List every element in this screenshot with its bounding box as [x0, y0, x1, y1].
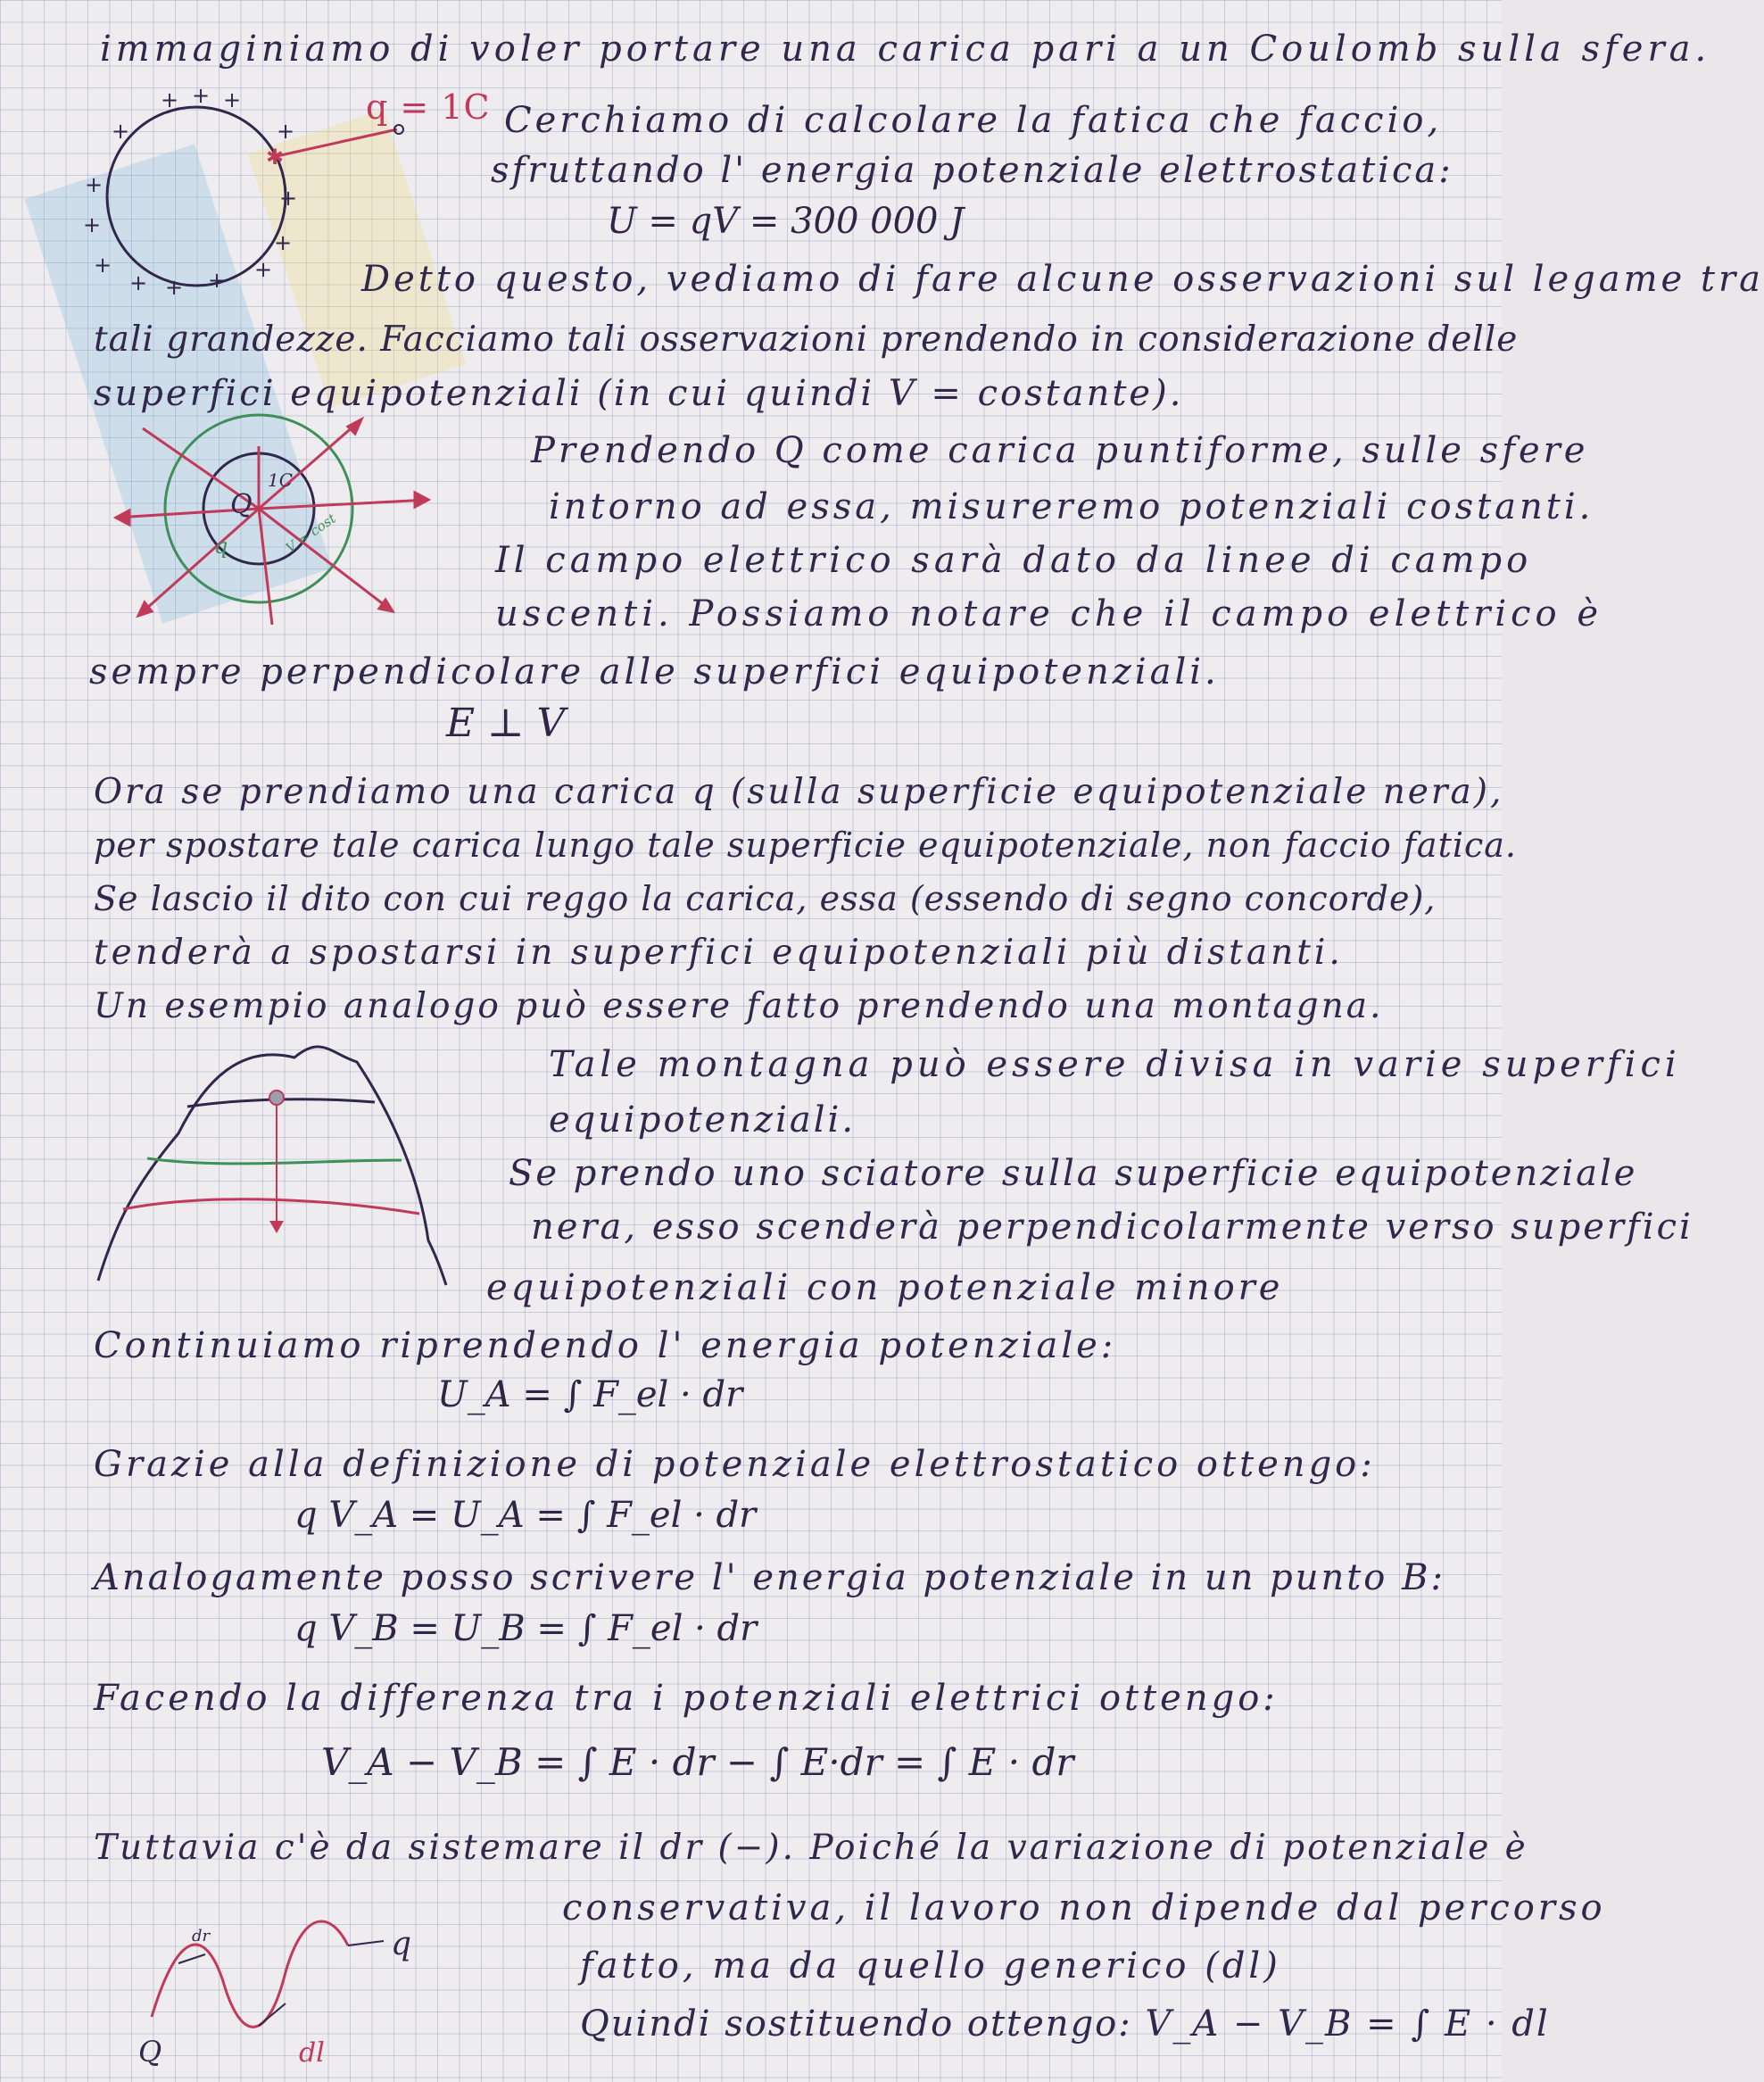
diagram-label-1c: 1C	[268, 469, 294, 491]
svg-text:+: +	[161, 87, 179, 112]
mountain-outline	[98, 1047, 446, 1285]
text-line-10: uscenti. Possiamo notare che il campo elettrico è	[495, 593, 1603, 635]
equation-qva: q V_A = U_A = ∫ F_el · dr	[294, 1495, 757, 1536]
text-line-12: Ora se prendiamo una carica q (sulla superficie equipotenziale nera),	[94, 772, 1504, 812]
text-line-19: Se prendo uno sciatore sulla superficie equipotenziale	[509, 1153, 1638, 1194]
equation-qvb: q V_B = U_B = ∫ F_el · dr	[294, 1608, 758, 1649]
text-line-8: intorno ad essa, misureremo potenziali costanti.	[549, 486, 1594, 527]
mountain-diagram	[89, 1026, 464, 1294]
text-line-18: equipotenziali.	[549, 1099, 857, 1141]
equipotential-diagram	[98, 411, 455, 625]
path-label-dr: dr	[192, 1927, 211, 1945]
path-label-q-small: q	[391, 1926, 412, 1962]
text-line-24: Analogamente posso scrivere l' energia potenziale in un punto B:	[94, 1557, 1445, 1598]
text-line-20: nera, esso scenderà perpendicolarmente verso superfici	[531, 1207, 1694, 1248]
charge-path-line	[277, 129, 397, 156]
wavy-path	[152, 1921, 348, 2027]
text-line-2: Cerchiamo di calcolare la fatica che faccio,	[504, 100, 1443, 141]
equation-ua-integral: U_A = ∫ F_el · dr	[437, 1374, 743, 1415]
text-line-5: tali grandezze. Facciamo tali osservazioni prendendo in considerazione delle	[94, 319, 1519, 360]
skier-arrowhead	[269, 1221, 284, 1233]
text-line-21: equipotenziali con potenziale minore	[486, 1267, 1284, 1308]
text-line-17: Tale montagna può essere divisa in varie superfici	[549, 1044, 1681, 1085]
svg-text:+: +	[192, 83, 211, 108]
text-line-3: sfruttando l' energia potenziale elettrostatica:	[491, 150, 1453, 191]
text-line-25: Facendo la differenza tra i potenziali elettrici ottengo:	[94, 1678, 1279, 1719]
svg-text:+: +	[223, 87, 242, 112]
text-line-16: Un esempio analogo può essere fatto prendendo una montagna.	[94, 986, 1384, 1026]
svg-text:+: +	[112, 119, 130, 144]
diagram-label-q-small: q	[214, 534, 228, 559]
svg-text:+: +	[94, 253, 112, 278]
text-line-15: tenderà a spostarsi in superfici equipotenziali più distanti.	[94, 933, 1344, 973]
diagram-label-q-big: Q	[230, 489, 253, 520]
path-label-dl: dl	[299, 2037, 325, 2069]
text-line-4: Detto questo, vediamo di fare alcune osservazioni sul legame tra	[361, 259, 1764, 300]
green-contour	[147, 1158, 402, 1164]
diagram-label-cost: V = cost	[282, 510, 339, 557]
text-line-13: per spostare tale carica lungo tale superficie equipotenziale, non faccio fatica.	[94, 825, 1518, 865]
svg-text:+: +	[208, 268, 227, 293]
svg-text:+: +	[165, 275, 184, 300]
equation-perpendicular: E ⊥ V	[446, 701, 566, 746]
text-line-1: immaginiamo di voler portare una carica pari a un Coulomb sulla sfera.	[100, 29, 1711, 70]
text-line-28: fatto, ma da quello generico (dl)	[580, 1945, 1281, 1987]
charge-star: ✱	[266, 145, 285, 170]
text-line-29: Quindi sostituendo ottengo: V_A − V_B = ∫ E · dl	[580, 2003, 1550, 2045]
equation-energy: U = qV = 300 000 J	[607, 201, 965, 242]
text-line-6: superfici equipotenziali (in cui quindi V = costante).	[94, 373, 1184, 414]
svg-text:+: +	[129, 270, 148, 295]
text-line-23: Grazie alla definizione di potenziale elettrostatico ottengo:	[94, 1444, 1376, 1485]
svg-text:+: +	[274, 230, 293, 255]
path-label-q-big: Q	[138, 2035, 162, 2069]
skier-dot	[269, 1091, 284, 1105]
svg-text:+: +	[85, 172, 104, 197]
text-line-11: sempre perpendicolare alle superfici equipotenziali.	[89, 651, 1220, 693]
text-line-26: Tuttavia c'è da sistemare il dr (−). Poiché la variazione di potenziale è	[94, 1828, 1528, 1868]
svg-text:+: +	[83, 212, 102, 237]
svg-text:+: +	[279, 186, 298, 211]
text-line-7: Prendendo Q come carica puntiforme, sulle sfere	[531, 430, 1589, 471]
text-line-27: conservativa, il lavoro non dipende dal percorso	[562, 1887, 1606, 1929]
text-line-9: Il campo elettrico sarà dato da linee di campo	[495, 540, 1533, 581]
text-line-14: Se lascio il dito con cui reggo la carica, essa (essendo di segno concorde),	[94, 879, 1437, 918]
plus-signs	[83, 83, 297, 300]
charge-label: q = 1C	[366, 87, 491, 127]
path-diagram	[125, 1892, 428, 2070]
equation-difference: V_A − V_B = ∫ E · dr − ∫ E·dr = ∫ E · dr	[321, 1740, 1074, 1784]
field-lines	[116, 419, 428, 625]
red-contour	[123, 1199, 419, 1214]
svg-text:+: +	[277, 119, 295, 144]
text-line-22: Continuiamo riprendendo l' energia potenziale:	[94, 1325, 1117, 1366]
svg-text:+: +	[254, 257, 273, 282]
